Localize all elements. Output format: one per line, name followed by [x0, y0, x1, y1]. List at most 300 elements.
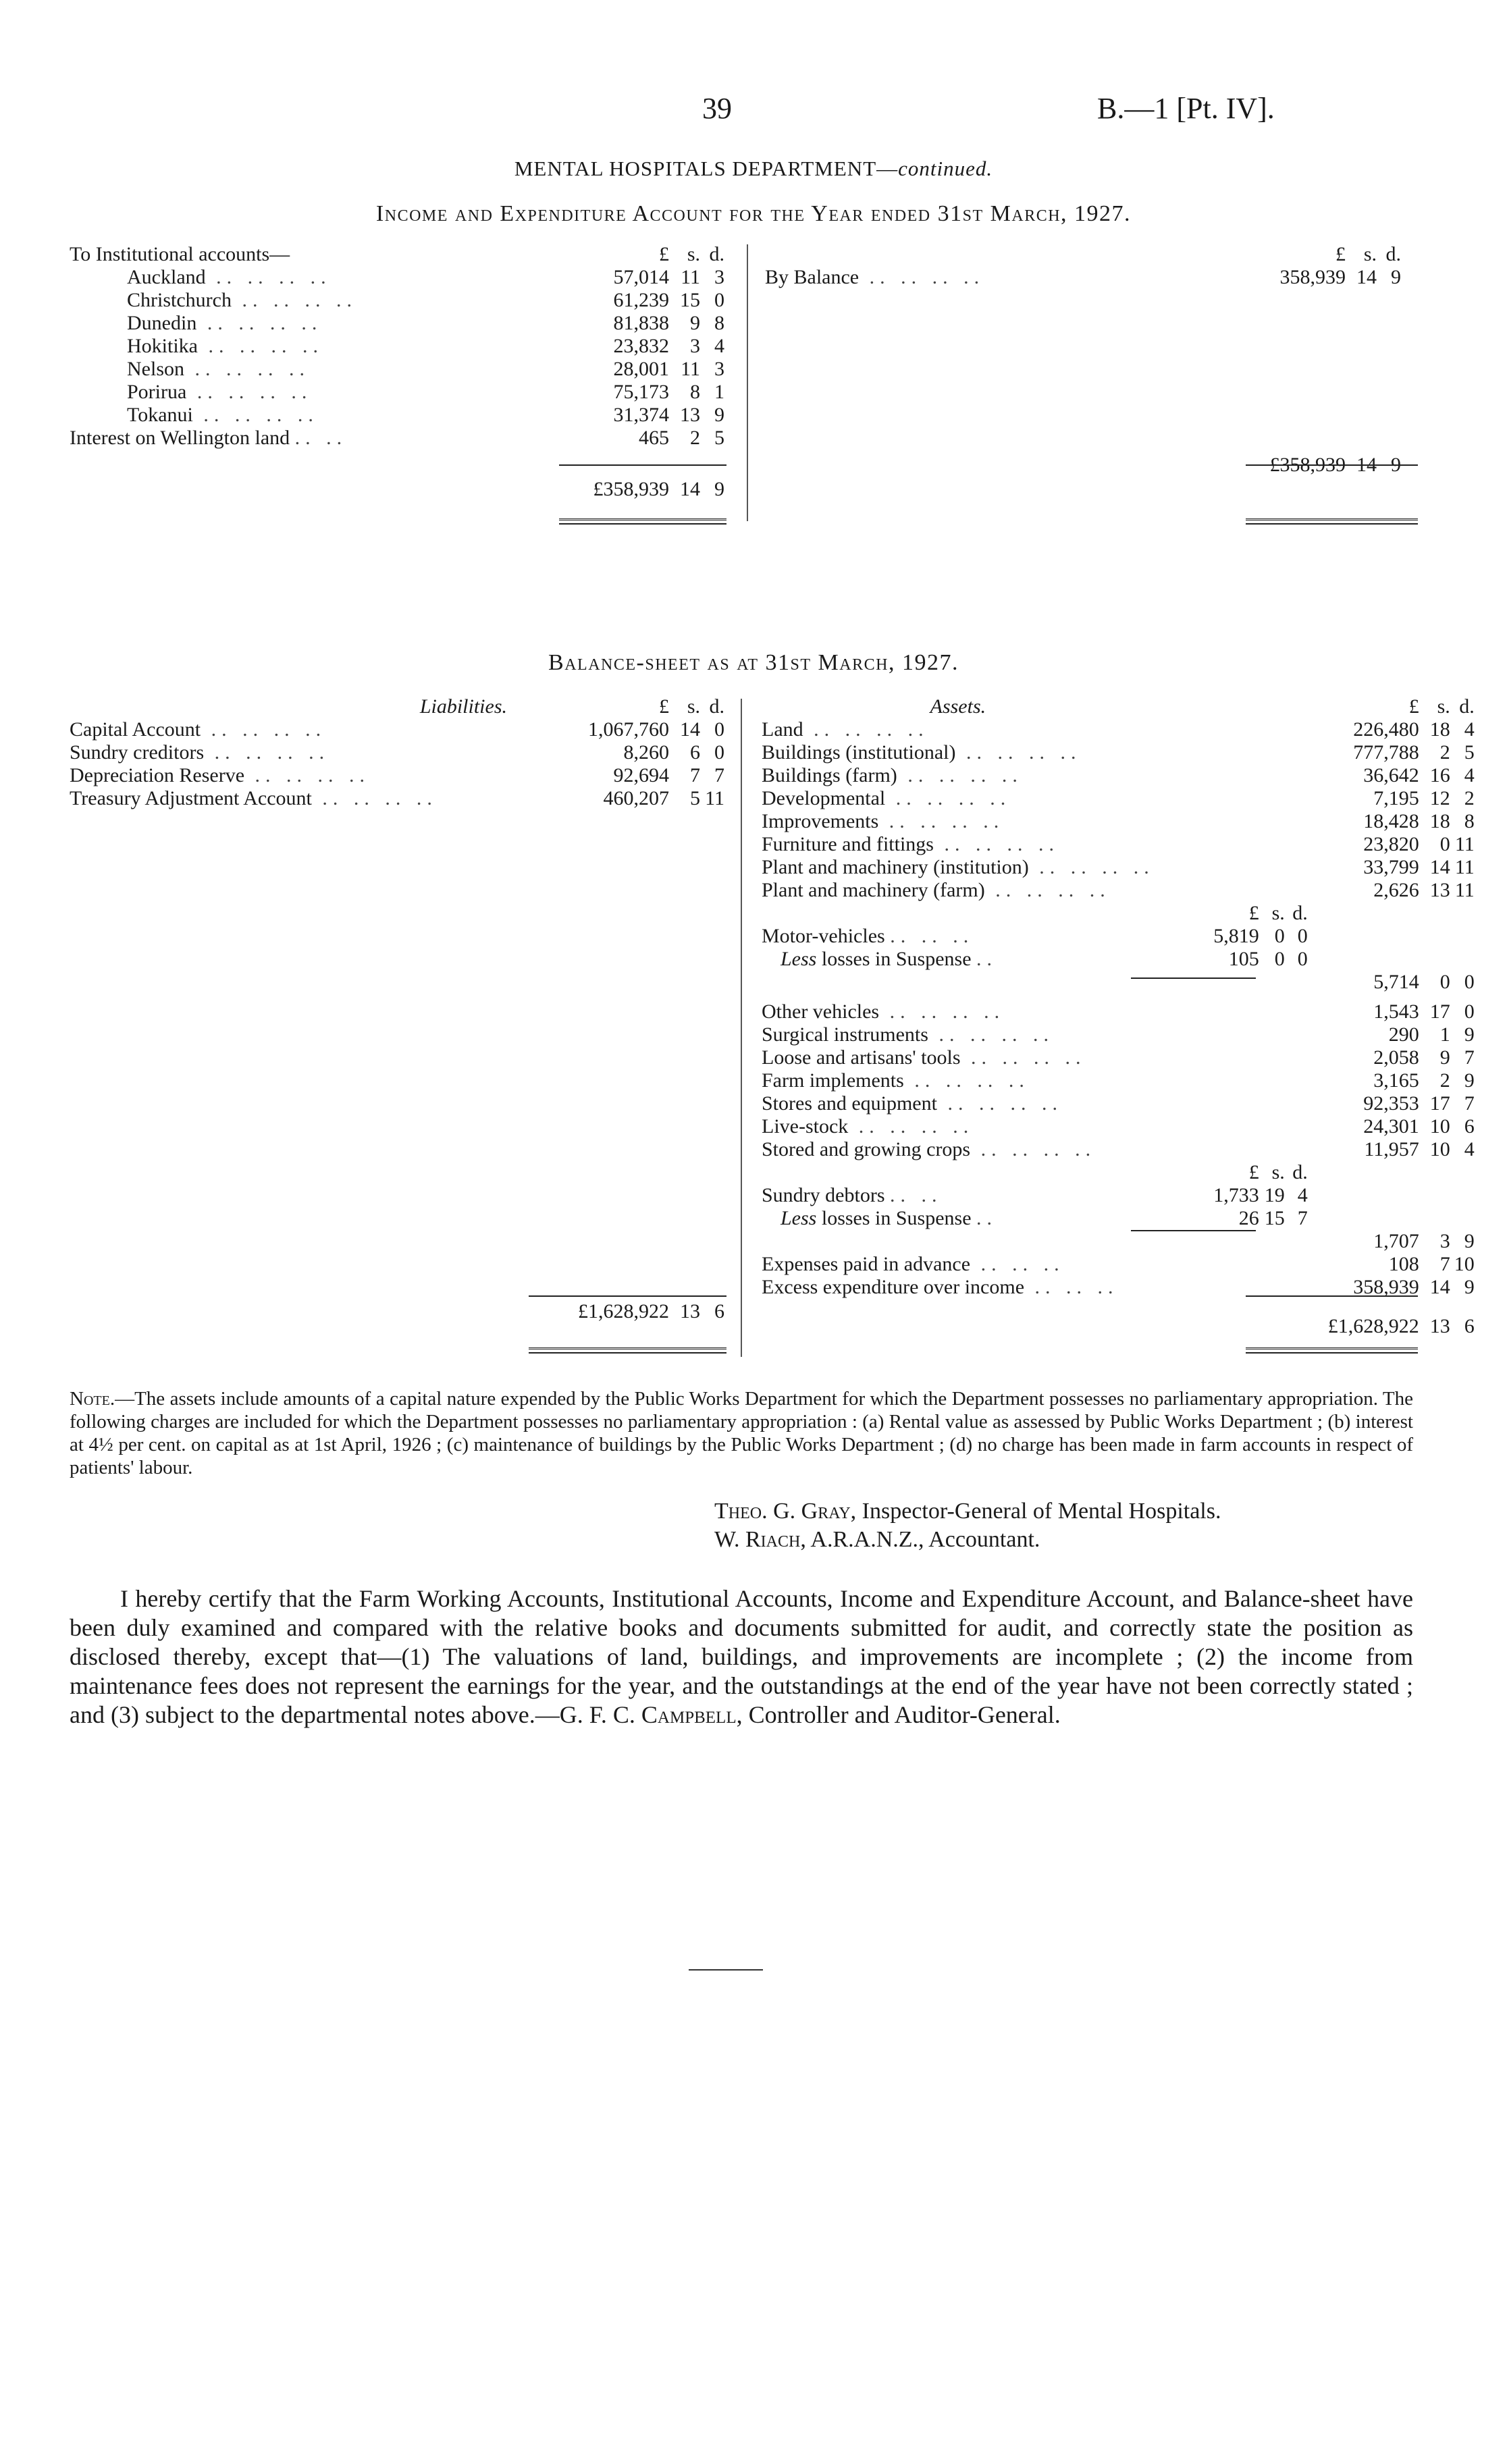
row-label: [70, 358, 548, 381]
total-pounds: £1,628,922: [578, 1300, 669, 1322]
row-label: [762, 1023, 1155, 1046]
row-label-text: By Balance: [765, 266, 860, 288]
amount-pounds: 75,173: [613, 381, 669, 403]
liabilities-total-row: [70, 1296, 724, 1323]
sub-amount-pence: 4: [1297, 1184, 1308, 1206]
col-shillings: s.: [1437, 695, 1450, 718]
row-label: [762, 833, 1155, 856]
row-label-text: Developmental: [762, 787, 886, 809]
amount-shillings: 3: [1439, 1230, 1450, 1252]
amount-pence: 5: [714, 427, 724, 449]
amount-pence: 8: [1464, 810, 1475, 832]
amount-shillings: 13: [1429, 879, 1450, 901]
amount-pence: 0: [714, 718, 724, 741]
sub-amount-pounds: 1,733: [1213, 1184, 1259, 1206]
row-label: [70, 718, 548, 741]
leader-dots: .. .. ..: [1024, 1276, 1119, 1298]
total-pence: 9: [1391, 454, 1401, 476]
amount-shillings: 10: [1429, 1138, 1450, 1160]
leader-dots: .. .. .. ..: [244, 764, 371, 786]
sub-col-shillings: s.: [1271, 902, 1285, 924]
leader-dots: .. .. .. ..: [204, 741, 330, 764]
row-label: [762, 1069, 1155, 1092]
table-row: [762, 1138, 1475, 1161]
row-label: [762, 1046, 1155, 1069]
leader-dots: .. .. .. ..: [201, 718, 327, 741]
row-label-text: Live-stock: [762, 1115, 849, 1137]
note-label: Note.: [70, 1388, 115, 1410]
liabilities-heading: Liabilities.: [419, 695, 507, 718]
row-label: [762, 764, 1155, 787]
table-row: [70, 718, 724, 741]
row-label-text: Nelson: [127, 358, 184, 380]
col-shillings: s.: [687, 243, 700, 265]
amount-pence: 11: [705, 787, 724, 809]
signature-inspector: [714, 1499, 1221, 1524]
sub-col-pence: d.: [1292, 902, 1308, 924]
balance-sheet-title: Balance-sheet as at 31st March, 1927.: [548, 650, 959, 675]
col-pounds: £: [1408, 695, 1419, 718]
col-pounds: £: [659, 243, 669, 265]
amount-pounds: 28,001: [613, 358, 669, 380]
row-label-text: Dunedin: [127, 312, 197, 334]
debtors-label: Sundry debtors: [762, 1184, 885, 1206]
amount-pounds: 36,642: [1363, 764, 1419, 786]
amount-pounds: 3,165: [1373, 1069, 1419, 1092]
income-left-total-rule: [559, 518, 726, 525]
departmental-note: [70, 1387, 1413, 1479]
income-expenditure-debits: [70, 243, 724, 501]
balance-sheet-liabilities: [70, 695, 724, 1323]
amount-shillings: 17: [1429, 1000, 1450, 1023]
amount-pounds: 81,838: [613, 312, 669, 334]
leader-dots: .. .. .. ..: [933, 833, 1059, 855]
income-right-total-row: [765, 450, 1401, 477]
sub-amount-pounds: 105: [1228, 948, 1259, 970]
certificate-text: I hereby certify that the Farm Working Accounts, Institutional Accounts, Income and Expenditure Account, and Balance-sheet have been duly examined and compared with the relative books and documents submitted for audit, and correctly state the position as disclosed thereby, except that—(1) The valuations of land, buildings, and improvements are incomplete ; (2) the income from maintenance fees does not represent the earnings for the year, and the outstandings at the end of the year have not been correctly stated ; and (3) subject to the departmental notes above.—: [70, 1585, 1413, 1728]
table-row: [762, 1115, 1475, 1138]
amount-shillings: 14: [680, 718, 700, 741]
col-pounds: £: [1336, 243, 1346, 265]
leader-dots: .. ..: [890, 1184, 943, 1206]
row-label: [70, 335, 548, 358]
amount-pence: 9: [1391, 266, 1401, 288]
row-label: [762, 1276, 1155, 1299]
amount-pounds: 61,239: [613, 289, 669, 311]
row-label-text: Furniture and fittings: [762, 833, 934, 855]
amount-pence: 7: [714, 764, 724, 786]
motor-net-row: [762, 971, 1475, 994]
income-right-subtotal-rule: [1246, 464, 1418, 466]
amount-shillings: 16: [1429, 764, 1450, 786]
amount-pounds: 5,714: [1373, 971, 1419, 993]
assets-heading: Assets.: [930, 695, 986, 718]
amount-shillings: 8: [690, 381, 700, 403]
row-label-text: Porirua: [127, 381, 187, 403]
income-interest-row: [70, 427, 724, 450]
table-row: [762, 1069, 1475, 1092]
sub-amount-pounds: 26: [1238, 1207, 1259, 1229]
row-label: [762, 718, 1155, 741]
amount-shillings: 11: [681, 266, 700, 288]
amount-pounds: 24,301: [1363, 1115, 1419, 1137]
note-text: —The assets include amounts of a capital nature expended by the Public Works Department for which the Department possesses no parliamentary appropriation. The following charges are included for which the Department possesses no parliamentary appropriation : (a) Rental value as assessed by Public Works Department ; (b) interest at 4½ per cent. on capital as at 1st April, 1926 ; (c) maintenance of buildings by the Public Works Department ; (d) no charge has been made in farm accounts in respect of patients' labour.: [70, 1388, 1413, 1478]
amount-pence: 0: [1464, 971, 1475, 993]
signature-accountant: [714, 1527, 1040, 1553]
leader-dots: .. .. .. ..: [198, 335, 323, 357]
leader-dots: .. .. .. ..: [192, 404, 319, 426]
amount-pounds: 57,014: [613, 266, 669, 288]
leader-dots: .. .. .. ..: [897, 764, 1023, 786]
amount-pounds: 1,067,760: [588, 718, 669, 741]
amount-pounds: 23,820: [1363, 833, 1419, 855]
row-label-text: Surgical instruments: [762, 1023, 928, 1046]
row-label-text: Buildings (farm): [762, 764, 897, 786]
income-account-title: Income and Expenditure Account for the Year ended 31st March, 1927.: [375, 201, 1132, 226]
leader-dots: .. ..: [294, 427, 348, 449]
amount-pence: 6: [1464, 1115, 1475, 1137]
row-label-text: Hokitika: [127, 335, 198, 357]
row-label-text: Depreciation Reserve: [70, 764, 245, 786]
total-shillings: 13: [1429, 1315, 1450, 1337]
leader-dots: .. .. .. ..: [879, 1000, 1005, 1023]
amount-pence: 8: [714, 312, 724, 334]
table-row: [762, 810, 1475, 833]
motor-subheader-row: [762, 902, 1475, 925]
signature-name: Theo. G. Gray: [714, 1499, 851, 1524]
total-pence: 6: [714, 1300, 724, 1322]
signature-title: , A.R.A.N.Z., Accountant.: [800, 1527, 1040, 1552]
sundry-debtors-row: [762, 1184, 1475, 1207]
amount-pence: 9: [1464, 1069, 1475, 1092]
amount-pounds: 8,260: [623, 741, 669, 764]
sub-col-shillings: s.: [1271, 1161, 1285, 1183]
row-label: [762, 741, 1155, 764]
row-label-text: Tokanui: [127, 404, 193, 426]
amount-shillings: 6: [690, 741, 700, 764]
amount-pounds: 18,428: [1363, 810, 1419, 832]
amount-shillings: 10: [1429, 1115, 1450, 1137]
table-row: [762, 1092, 1475, 1115]
row-label-text: Buildings (institutional): [762, 741, 956, 764]
leader-dots: .. .. ..: [970, 1253, 1065, 1275]
table-row: [762, 856, 1475, 879]
row-label-text: Stores and equipment: [762, 1092, 937, 1115]
leader-dots: .. .. .. ..: [205, 266, 332, 288]
amount-pence: 2: [1464, 787, 1475, 809]
amount-shillings: 11: [681, 358, 700, 380]
leader-dots: .. .. .. ..: [903, 1069, 1030, 1092]
row-label-text: Excess expenditure over income: [762, 1276, 1025, 1298]
row-label-text: Land: [762, 718, 803, 741]
amount-pence: 0: [1464, 1000, 1475, 1023]
amount-pounds: 2,626: [1373, 879, 1419, 901]
liabilities-total-rule: [529, 1347, 726, 1354]
table-row: [70, 764, 724, 787]
amount-pence: 9: [714, 404, 724, 426]
debtors-rule: [1131, 1230, 1256, 1231]
department-name: MENTAL HOSPITALS DEPARTMENT—: [514, 157, 899, 180]
motor-rule: [1131, 977, 1256, 979]
row-label-text: Loose and artisans' tools: [762, 1046, 961, 1069]
sub-col-pounds: £: [1248, 902, 1259, 924]
debtors-net-row: [762, 1230, 1475, 1253]
leader-dots: .. .. .. ..: [184, 358, 310, 380]
amount-pounds: 226,480: [1353, 718, 1419, 741]
row-label: [765, 266, 1231, 289]
leader-dots: ..: [976, 948, 998, 970]
row-label-text: Plant and machinery (farm): [762, 879, 985, 901]
sub-amount-pence: 0: [1297, 948, 1308, 970]
amount-pence: 10: [1454, 1253, 1475, 1275]
amount-pence: 7: [1464, 1092, 1475, 1115]
table-row: [762, 787, 1475, 810]
sub-amount-shillings: 0: [1274, 948, 1285, 970]
total-shillings: 14: [680, 478, 700, 500]
sub-amount-pounds: 5,819: [1213, 925, 1259, 947]
row-label-text: Sundry creditors: [70, 741, 205, 764]
row-label: [70, 427, 548, 450]
sub-col-pence: d.: [1292, 1161, 1308, 1183]
amount-pounds: 460,207: [603, 787, 669, 809]
row-label: [70, 381, 548, 404]
amount-shillings: 2: [1439, 1069, 1450, 1092]
sub-amount-shillings: 15: [1264, 1207, 1285, 1229]
amount-pounds: 465: [639, 427, 669, 449]
amount-pence: 4: [1464, 1138, 1475, 1160]
amount-pounds: 290: [1388, 1023, 1419, 1046]
balance-divider: [741, 699, 742, 1357]
leader-dots: .. .. .. ..: [885, 787, 1011, 809]
table-row: [762, 1046, 1475, 1069]
amount-pence: 9: [1464, 1230, 1475, 1252]
row-label-text: Improvements: [762, 810, 879, 832]
leader-dots: .. .. .. ..: [231, 289, 357, 311]
sub-amount-pence: 7: [1297, 1207, 1308, 1229]
leader-dots: .. .. .. ..: [196, 312, 323, 334]
report-code: B.—1 [Pt. IV].: [1097, 92, 1275, 125]
col-pence: d.: [1385, 243, 1401, 265]
amount-pence: 4: [1464, 718, 1475, 741]
amount-pounds: 7,195: [1373, 787, 1419, 809]
row-label-text: Plant and machinery (institution): [762, 856, 1029, 878]
assets-total-rule: [1246, 1347, 1418, 1354]
col-pence: d.: [709, 695, 724, 718]
leader-dots: ..: [976, 1207, 998, 1229]
sub-amount-shillings: 0: [1274, 925, 1285, 947]
liabilities-header-row: [70, 695, 724, 718]
assets-subtotal-rule: [1246, 1295, 1418, 1297]
row-label: [762, 1092, 1155, 1115]
amount-pounds: 2,058: [1373, 1046, 1419, 1069]
col-shillings: s.: [687, 695, 700, 718]
row-label: [762, 925, 1155, 948]
less-text: losses in Suspense: [816, 948, 972, 970]
page-number: 39: [702, 92, 732, 125]
total-pence: 6: [1464, 1315, 1475, 1337]
row-label: [70, 741, 548, 764]
leader-dots: .. .. .. ..: [186, 381, 313, 403]
department-heading: [0, 157, 1507, 181]
liabilities-subtotal-rule: [529, 1295, 726, 1297]
leader-dots: .. .. .. ..: [984, 879, 1111, 901]
total-pounds: £358,939: [1269, 454, 1346, 476]
amount-pounds: 777,788: [1353, 741, 1419, 764]
total-shillings: 13: [680, 1300, 700, 1322]
amount-shillings: 2: [1439, 741, 1450, 764]
leader-dots: .. .. .. ..: [928, 1023, 1054, 1046]
table-row: [70, 787, 724, 810]
row-label-text: Stored and growing crops: [762, 1138, 971, 1160]
income-left-subtotal-rule: [559, 464, 726, 466]
certificate-signer: G. F. C. Campbell: [559, 1701, 737, 1728]
amount-shillings: 14: [1356, 266, 1377, 288]
institutional-accounts-heading: To Institutional accounts—: [70, 243, 290, 265]
leader-dots: .. .. .. ..: [960, 1046, 1086, 1069]
amount-pounds: 1,707: [1373, 1230, 1419, 1252]
income-left-header-row: [70, 243, 724, 266]
row-label: [762, 1115, 1155, 1138]
row-label-text: Expenses paid in advance: [762, 1253, 971, 1275]
department-continued: continued.: [898, 157, 993, 180]
table-row: [70, 741, 724, 764]
amount-pounds: 92,353: [1363, 1092, 1419, 1115]
income-divider: [747, 244, 748, 521]
row-label: [762, 787, 1155, 810]
amount-shillings: 9: [690, 312, 700, 334]
row-label-text: Other vehicles: [762, 1000, 880, 1023]
income-right-total-rule: [1246, 518, 1418, 525]
amount-shillings: 7: [690, 764, 700, 786]
row-label-text: Auckland: [127, 266, 206, 288]
amount-pounds: 108: [1388, 1253, 1419, 1275]
sub-amount-shillings: 19: [1264, 1184, 1285, 1206]
total-pounds: £1,628,922: [1327, 1315, 1419, 1337]
sub-col-pounds: £: [1248, 1161, 1259, 1183]
leader-dots: .. .. .. ..: [848, 1115, 974, 1137]
table-row: [762, 1253, 1475, 1276]
amount-pence: 4: [1464, 764, 1475, 786]
amount-shillings: 2: [690, 427, 700, 449]
leader-dots: .. .. .. ..: [970, 1138, 1096, 1160]
row-label: [762, 879, 1155, 902]
amount-pounds: 11,957: [1364, 1138, 1419, 1160]
row-label: [70, 312, 548, 335]
debtors-less-row: [762, 1207, 1475, 1230]
certificate-signer-title: , Controller and Auditor-General.: [736, 1701, 1061, 1728]
assets-header-row: [762, 695, 1475, 718]
col-shillings: s.: [1363, 243, 1377, 265]
col-pence: d.: [1459, 695, 1475, 718]
table-row: [762, 1000, 1475, 1023]
end-rule: [689, 1969, 763, 1971]
audit-certificate: [70, 1584, 1413, 1730]
table-row: [70, 289, 724, 312]
motor-label: Motor-vehicles: [762, 925, 885, 947]
table-row: [70, 266, 724, 289]
amount-shillings: 0: [1439, 833, 1450, 855]
table-row: [762, 741, 1475, 764]
interest-label: Interest on Wellington land: [70, 427, 290, 449]
leader-dots: .. .. .. ..: [1028, 856, 1155, 878]
amount-pounds: 92,694: [613, 764, 669, 786]
amount-shillings: 13: [680, 404, 700, 426]
income-left-total-row: [70, 474, 724, 501]
row-label: [70, 404, 548, 427]
leader-dots: .. .. ..: [890, 925, 974, 947]
table-row: [765, 266, 1401, 289]
amount-pence: 9: [1464, 1023, 1475, 1046]
amount-pence: 11: [1454, 879, 1475, 901]
col-pence: d.: [709, 243, 724, 265]
row-label-text: Farm implements: [762, 1069, 904, 1092]
motor-less-row: [762, 948, 1475, 971]
amount-pence: 1: [714, 381, 724, 403]
amount-pence: 3: [714, 358, 724, 380]
row-label: [762, 856, 1155, 879]
total-shillings: 14: [1356, 454, 1377, 476]
table-row: [762, 1023, 1475, 1046]
leader-dots: .. .. .. ..: [878, 810, 1005, 832]
row-label: [762, 948, 1155, 971]
row-label: [70, 289, 548, 312]
row-label: [762, 810, 1155, 833]
table-row: [762, 764, 1475, 787]
amount-shillings: 18: [1429, 718, 1450, 741]
income-right-header-row: [765, 243, 1401, 266]
less-label: Less: [781, 948, 817, 970]
row-label: [70, 764, 548, 787]
income-expenditure-credits: [765, 243, 1401, 477]
amount-pence: 7: [1464, 1046, 1475, 1069]
amount-pence: 3: [714, 266, 724, 288]
amount-pounds: 1,543: [1373, 1000, 1419, 1023]
leader-dots: .. .. .. ..: [311, 787, 438, 809]
row-label: [70, 266, 548, 289]
balance-sheet-assets: [762, 695, 1475, 1338]
row-label-text: Capital Account: [70, 718, 201, 741]
leader-dots: .. .. .. ..: [859, 266, 985, 288]
amount-shillings: 0: [1439, 971, 1450, 993]
total-pounds: £358,939: [593, 478, 669, 500]
row-label: [762, 1184, 1155, 1207]
amount-shillings: 3: [690, 335, 700, 357]
row-label-text: Treasury Adjustment Account: [70, 787, 312, 809]
less-label: Less: [781, 1207, 817, 1229]
amount-pounds: 358,939: [1353, 1276, 1419, 1298]
amount-shillings: 7: [1439, 1253, 1450, 1275]
amount-pence: 0: [714, 741, 724, 764]
amount-shillings: 15: [680, 289, 700, 311]
amount-shillings: 12: [1429, 787, 1450, 809]
amount-shillings: 14: [1429, 1276, 1450, 1298]
amount-pence: 0: [714, 289, 724, 311]
table-row: [70, 358, 724, 381]
col-pounds: £: [659, 695, 669, 718]
leader-dots: .. .. .. ..: [936, 1092, 1063, 1115]
table-row: [762, 718, 1475, 741]
table-row: [762, 833, 1475, 856]
leader-dots: .. .. .. ..: [955, 741, 1082, 764]
total-pence: 9: [714, 478, 724, 500]
debtors-subheader-row: [762, 1161, 1475, 1184]
row-label: [70, 787, 548, 810]
signature-title: , Inspector-General of Mental Hospitals.: [850, 1499, 1221, 1524]
table-row: [70, 312, 724, 335]
motor-vehicles-row: [762, 925, 1475, 948]
amount-shillings: 17: [1429, 1092, 1450, 1115]
table-row: [762, 879, 1475, 902]
